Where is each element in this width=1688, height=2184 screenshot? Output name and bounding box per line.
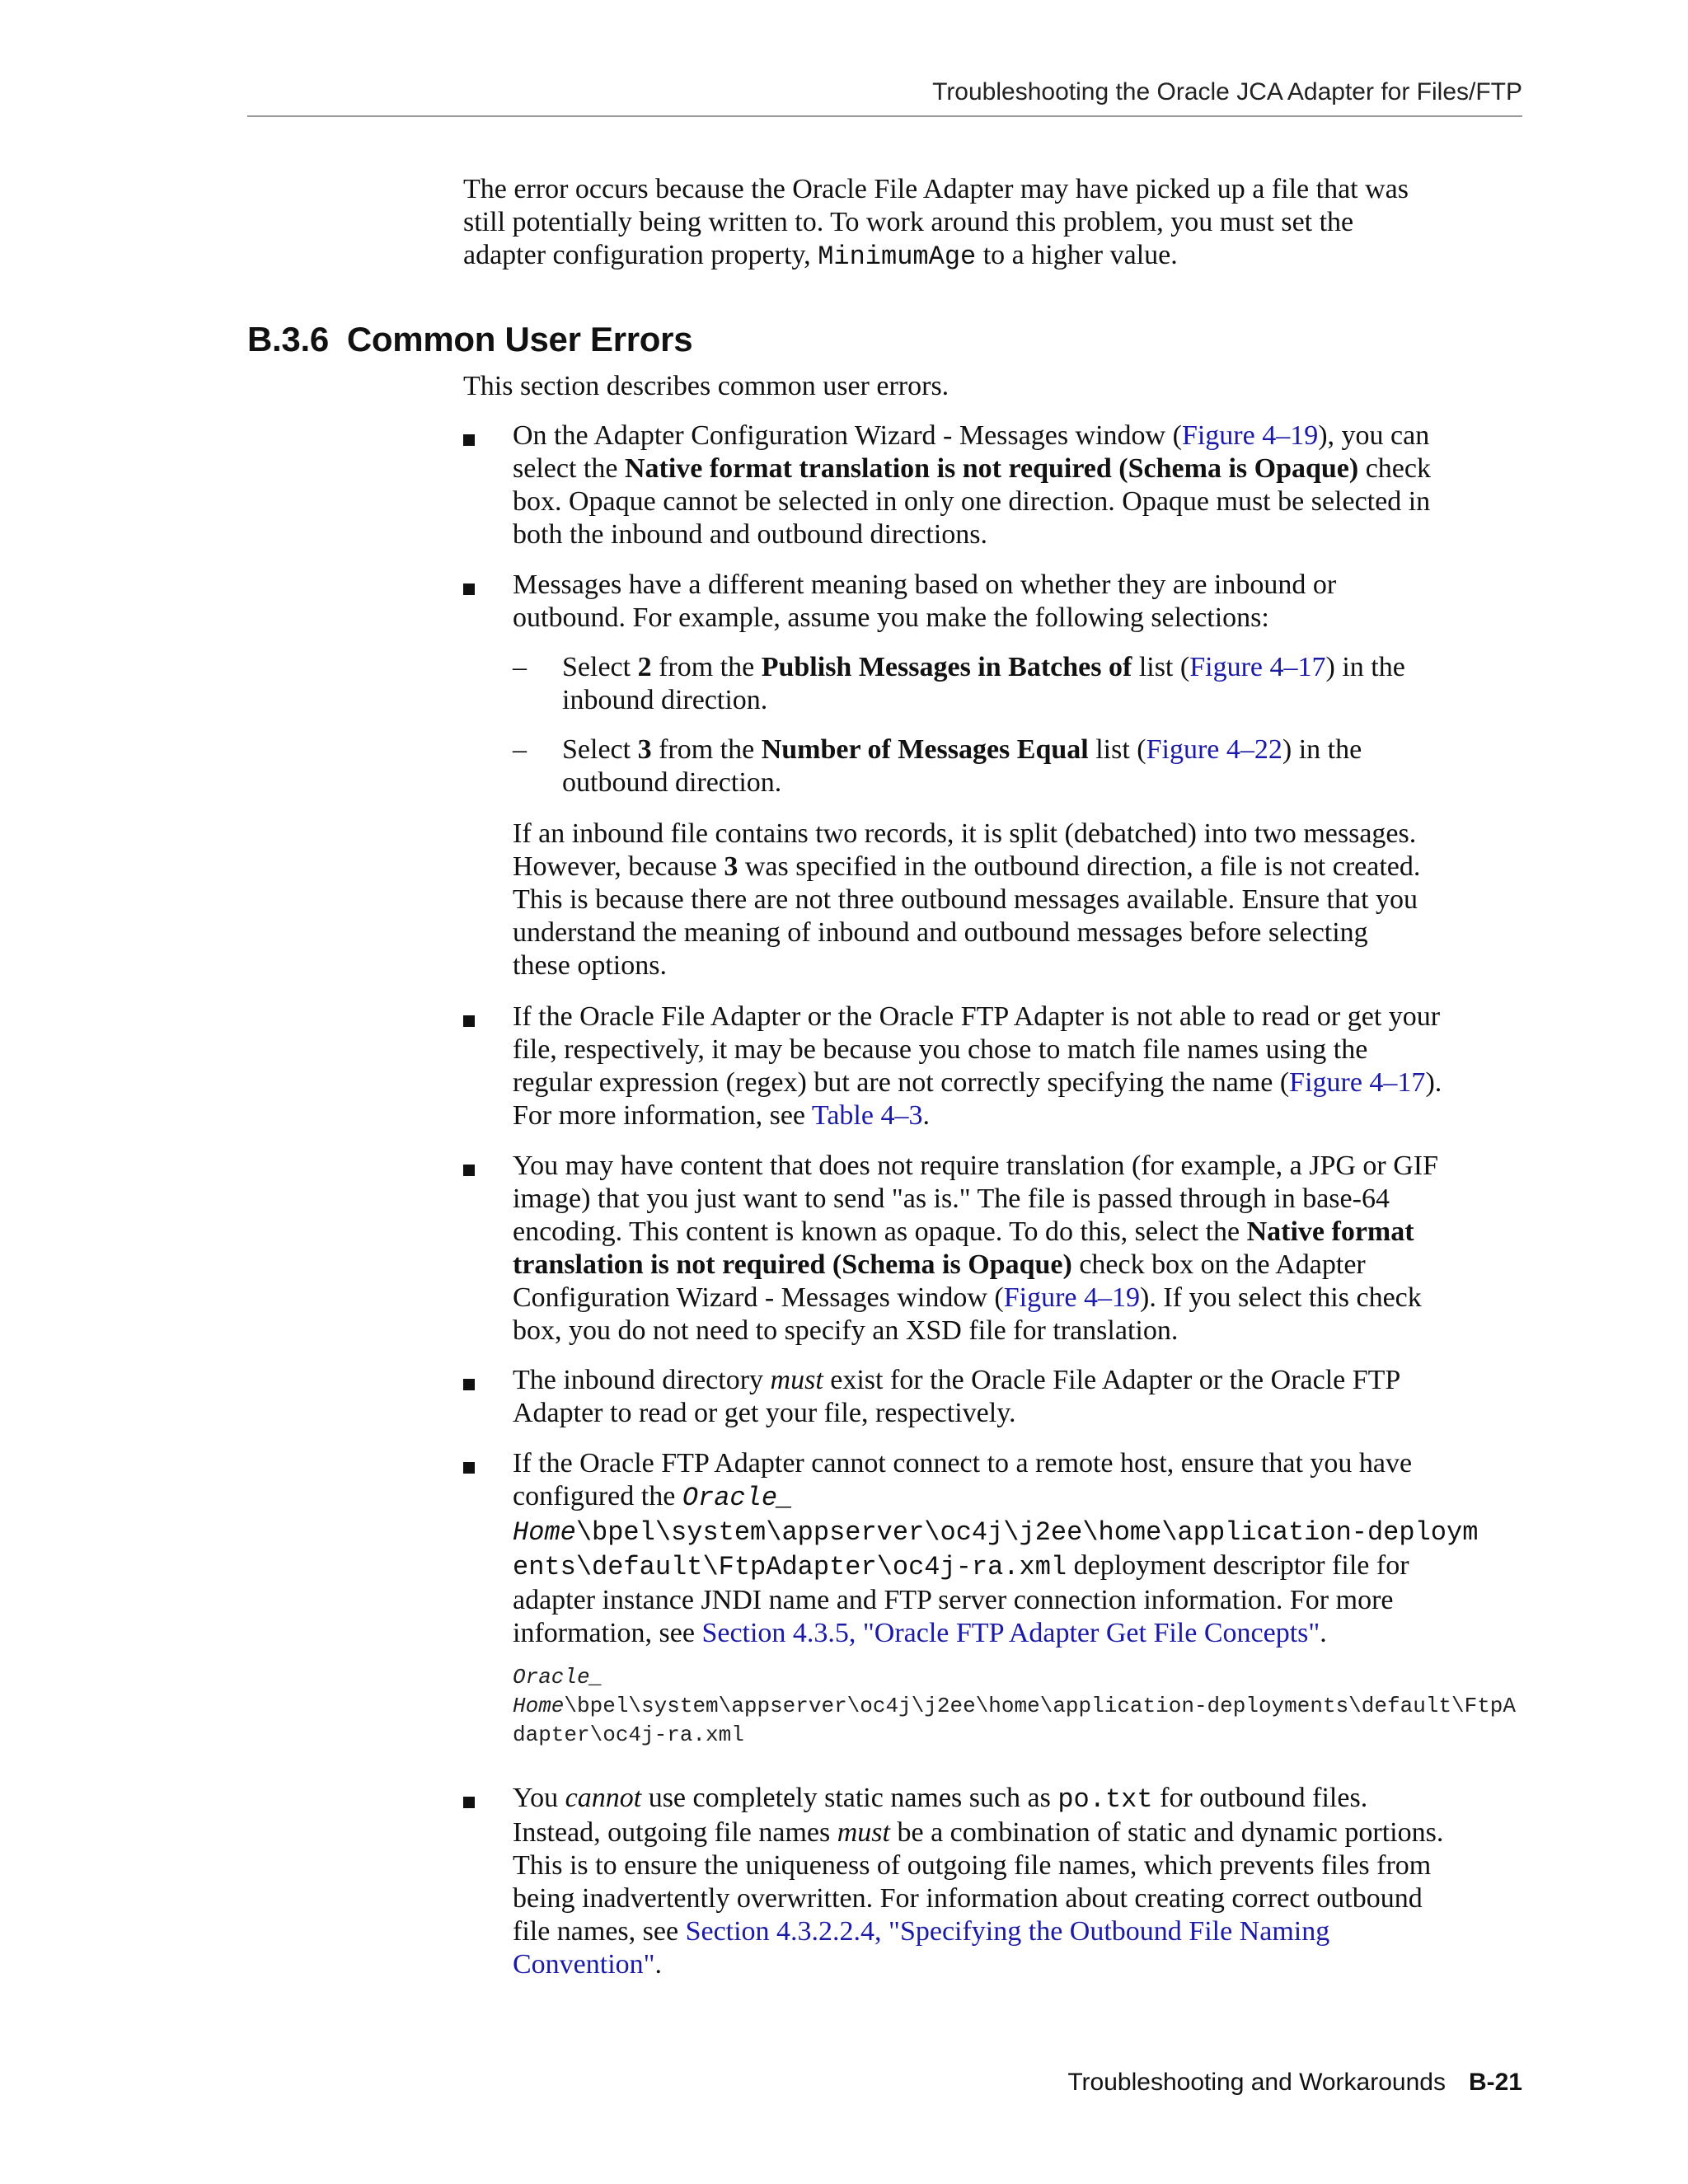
text-line: understand the meaning of inbound and outbound messages before selecting (513, 917, 1368, 948)
list-item (513, 1782, 1526, 1981)
emphasis: must (837, 1817, 890, 1848)
text-line: box, you do not need to specify an XSD file for translation. (513, 1315, 1179, 1346)
text-line: You (513, 1783, 565, 1813)
text-line: For more information, see (513, 1100, 812, 1131)
text-line: . (922, 1100, 930, 1131)
text-line: Select (562, 734, 638, 765)
list-item (513, 569, 1526, 635)
bullet-marker (463, 1379, 475, 1390)
text-line: check box on the Adapter (1071, 1249, 1366, 1280)
text-line: If an inbound file contains two records, it is split (debatched) into two messages. (513, 818, 1417, 849)
value-term: 3 (637, 734, 652, 765)
code-line: Oracle_ (513, 1665, 603, 1690)
text-line: You may have content that does not require translation (for example, a JPG or GIF (513, 1151, 1439, 1181)
text-line: list ( (1132, 652, 1190, 682)
text-line: Instead, outgoing file names (513, 1817, 837, 1848)
list-item (513, 1447, 1526, 1650)
running-header: Troubleshooting the Oracle JCA Adapter for Files/FTP (932, 78, 1522, 105)
text-line: check (1358, 453, 1431, 484)
intro-paragraph (463, 173, 1526, 274)
text-line: inbound direction. (562, 685, 768, 715)
text-line: On the Adapter Configuration Wizard - Messages window ( (513, 420, 1182, 451)
text-line: outbound direction. (562, 767, 782, 798)
section-link[interactable]: Convention" (513, 1949, 655, 1980)
page-number: B-21 (1468, 2069, 1522, 2096)
code-term: po.txt (1057, 1784, 1153, 1815)
section-link[interactable]: Section 4.3.2.2.4, "Specifying the Outbound File Naming (685, 1916, 1330, 1947)
section-link[interactable]: Section 4.3.5, "Oracle FTP Adapter Get File Concepts" (701, 1618, 1320, 1648)
text-line: being inadvertently overwritten. For information about creating correct outbound (513, 1883, 1423, 1914)
text-line: However, because (513, 851, 724, 882)
code-term: Home (513, 1517, 576, 1548)
text-line: exist for the Oracle File Adapter or the Oracle FTP (823, 1365, 1401, 1395)
value-term: 2 (637, 652, 652, 682)
text-line: . (654, 1949, 663, 1980)
text-line: outbound. For example, assume you make the following selections: (513, 602, 1269, 633)
text-line: use completely static names such as (641, 1783, 1058, 1813)
code-term: Oracle_ (682, 1483, 794, 1513)
text-line: This is to ensure the uniqueness of outgoing file names, which prevents files from (513, 1850, 1432, 1881)
text-line: be a combination of static and dynamic portions. (889, 1817, 1444, 1848)
text-line: adapter configuration property, (463, 240, 818, 270)
text-line: ). If you select this check (1140, 1282, 1422, 1313)
text-line: ) in the (1282, 734, 1362, 765)
figure-link[interactable]: Figure 4–17 (1189, 652, 1326, 682)
text-line: This is because there are not three outbound messages available. Ensure that you (513, 884, 1418, 915)
text-line: ), you can (1318, 420, 1430, 451)
text-line: . (1320, 1618, 1327, 1648)
text-line: configured the (513, 1481, 682, 1511)
text-line: from the (651, 734, 762, 765)
ui-term: Native format (1246, 1216, 1414, 1247)
text-line: If the Oracle FTP Adapter cannot connect to a remote host, ensure that you have (513, 1448, 1413, 1479)
value-term: 3 (724, 851, 738, 882)
header-rule (247, 115, 1522, 117)
table-link[interactable]: Table 4–3 (811, 1100, 923, 1131)
bullet-marker (463, 583, 475, 595)
code-block (513, 1663, 1526, 1750)
text-line: for outbound files. (1152, 1783, 1368, 1813)
text-line: was specified in the outbound direction, a file is not created. (738, 851, 1421, 882)
text-line: to a higher value. (976, 240, 1178, 270)
list-item (513, 1364, 1526, 1430)
text-line: file, respectively, it may be because you chose to match file names using the (513, 1034, 1368, 1065)
text-line: both the inbound and outbound directions. (513, 519, 988, 550)
code-line: dapter\oc4j-ra.xml (513, 1722, 744, 1747)
code-term: MinimumAge (818, 241, 977, 272)
dash-marker: – (513, 652, 527, 682)
ui-term: Native format translation is not required (Schema is Opaque) (624, 453, 1359, 484)
dash-marker: – (513, 734, 527, 765)
bullet-marker (463, 1797, 475, 1808)
text-line: adapter instance JNDI name and FTP server connection information. For more (513, 1585, 1394, 1615)
emphasis: must (770, 1365, 823, 1395)
sub-list-item (562, 733, 1526, 799)
text-line: Select (562, 652, 638, 682)
figure-link[interactable]: Figure 4–17 (1289, 1067, 1426, 1098)
section-lead: This section describes common user errors. (463, 371, 950, 401)
figure-link[interactable]: Figure 4–22 (1146, 734, 1282, 765)
text-line: select the (513, 453, 625, 484)
footer-title: Troubleshooting and Workarounds (1067, 2069, 1446, 2096)
bullet-marker (463, 434, 475, 446)
text-line: still potentially being written to. To work around this problem, you must set the (463, 207, 1354, 237)
figure-link[interactable]: Figure 4–19 (1003, 1282, 1140, 1313)
code-term: ents\default\FtpAdapter\oc4j-ra.xml (513, 1552, 1067, 1582)
text-line: If the Oracle File Adapter or the Oracle FTP Adapter is not able to read or get your (513, 1001, 1441, 1032)
section-title: Common User Errors (346, 320, 693, 359)
text-line: list ( (1088, 734, 1146, 765)
text-line: Messages have a different meaning based on whether they are inbound or (513, 569, 1337, 600)
bullet-marker (463, 1462, 475, 1474)
text-line: file names, see (513, 1916, 686, 1947)
text-line: regular expression (regex) but are not correctly specifying the name ( (513, 1067, 1290, 1098)
text-line: Configuration Wizard - Messages window ( (513, 1282, 1004, 1313)
ui-term: translation is not required (Schema is Opaque) (513, 1249, 1072, 1280)
list-item-paragraph (513, 818, 1526, 982)
text-line: encoding. This content is known as opaque. To do this, select the (513, 1216, 1247, 1247)
text-line: Adapter to read or get your file, respectively. (513, 1398, 1016, 1428)
code-line: \bpel\system\appserver\oc4j\j2ee\home\application-deployments\default\FtpA (564, 1694, 1517, 1718)
ui-term: Number of Messages Equal (761, 734, 1089, 765)
figure-link[interactable]: Figure 4–19 (1181, 420, 1319, 451)
text-line: deployment descriptor file for (1067, 1550, 1409, 1581)
text-line: from the (651, 652, 762, 682)
text-line: image) that you just want to send "as is." The file is passed through in base-64 (513, 1183, 1390, 1214)
text-line: information, see (513, 1618, 702, 1648)
code-term: \bpel\system\appserver\oc4j\j2ee\home\application-deploym (575, 1517, 1479, 1548)
code-line: Home (513, 1694, 565, 1718)
running-footer (247, 2066, 1522, 2099)
list-item (513, 419, 1526, 551)
ui-term: Publish Messages in Batches of (761, 652, 1132, 682)
text-line: The inbound directory (513, 1365, 771, 1395)
list-item (513, 1150, 1526, 1347)
text-line: box. Opaque cannot be selected in only one direction. Opaque must be selected in (513, 486, 1431, 517)
emphasis: cannot (565, 1783, 642, 1813)
text-line: ) in the (1325, 652, 1405, 682)
bullet-marker (463, 1165, 475, 1176)
section-heading (247, 318, 692, 361)
section-number: B.3.6 (247, 320, 329, 359)
text-line: these options. (513, 950, 667, 981)
text-line: The error occurs because the Oracle File Adapter may have picked up a file that was (463, 174, 1409, 204)
bullet-marker (463, 1015, 475, 1027)
text-line: ). (1425, 1067, 1442, 1098)
sub-list-item (562, 651, 1526, 717)
list-item (513, 1001, 1526, 1132)
